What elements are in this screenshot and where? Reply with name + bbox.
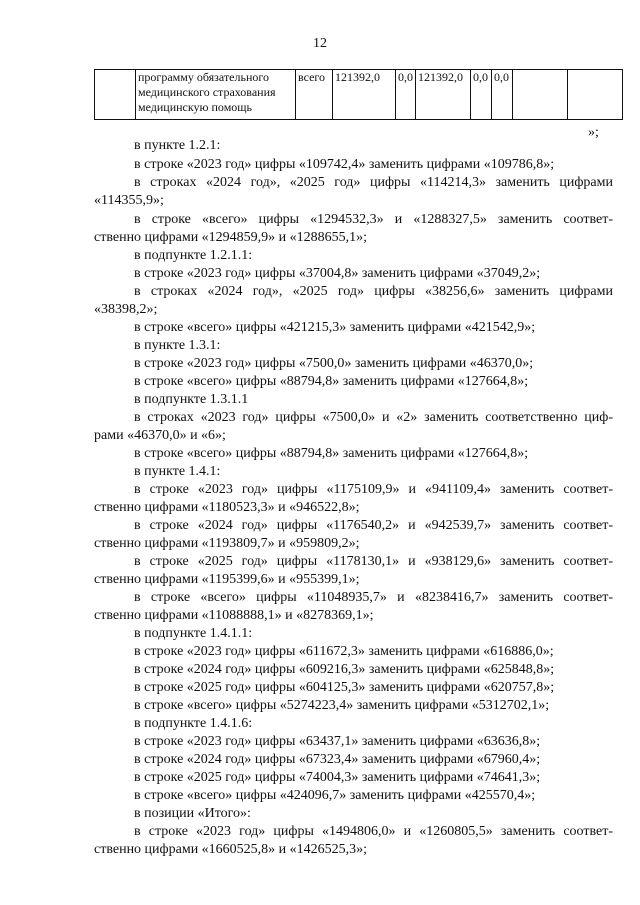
doc-line: ственно цифрами «1195399,6» и «955399,1»; <box>94 572 360 587</box>
doc-line: ственно цифрами «1660525,8» и «1426525,3»; <box>94 842 368 857</box>
name-line: медицинскую помощь <box>138 100 253 114</box>
doc-line: в строке «2025 год» цифры «74004,3» заменить цифрами «74641,3»; <box>134 770 541 785</box>
doc-line: в пункте 1.3.1: <box>134 338 221 353</box>
doc-line: в строке «2023 год» цифры «63437,1» заменить цифрами «63636,8»; <box>134 734 541 749</box>
table-cell-value: 0,0 <box>471 70 492 120</box>
doc-line: в строке «2023 год» цифры «109742,4» заменить цифрами «109786,8»; <box>134 157 555 172</box>
table-row <box>95 70 623 120</box>
table-cell-value: 0,0 <box>492 70 513 120</box>
doc-line: в строке «всего» цифры «1294532,3» и «1288327,5» заменить соответ- <box>134 212 613 227</box>
doc-line: в строке «2023 год» цифры «1175109,9» и «941109,4» заменить соответ- <box>134 482 613 497</box>
table-cell-value: 0,0 <box>396 70 416 120</box>
doc-line: в строке «всего» цифры «88794,8» заменить цифрами «127664,8»; <box>134 446 529 461</box>
doc-line: в строках «2024 год», «2025 год» цифры «38256,6» заменить цифрами <box>134 284 613 299</box>
doc-line: в строке «всего» цифры «11048935,7» и «8238416,7» заменить соответ- <box>134 590 613 605</box>
doc-line: ственно цифрами «1193809,7» и «959809,2»; <box>94 536 360 551</box>
doc-line: в подпункте 1.4.1.6: <box>134 716 253 731</box>
table-cell-label: всего <box>296 70 333 120</box>
table-cell-name <box>136 70 296 120</box>
doc-line: «38398,2»; <box>94 302 158 317</box>
doc-line: в подпункте 1.3.1.1 <box>134 392 249 407</box>
table-cell-number <box>95 70 136 120</box>
doc-line: в строках «2023 год» цифры «7500,0» и «2» заменить соответственно циф- <box>134 410 613 425</box>
page-number: 12 <box>313 36 327 51</box>
doc-line: в строке «всего» цифры «88794,8» заменить цифрами «127664,8»; <box>134 374 529 389</box>
doc-line: в строке «2024 год» цифры «1176540,2» и «942539,7» заменить соответ- <box>134 518 613 533</box>
doc-line: ственно цифрами «1294859,9» и «1288655,1»; <box>94 230 368 245</box>
doc-line: в строке «всего» цифры «424096,7» заменить цифрами «425570,4»; <box>134 788 536 803</box>
doc-line: в строке «2023 год» цифры «611672,3» заменить цифрами «616886,0»; <box>134 644 554 659</box>
doc-line: ственно цифрами «1180523,3» и «946522,8»; <box>94 500 360 515</box>
doc-line: в строке «всего» цифры «5274223,4» заменить цифрами «5312702,1»; <box>134 698 550 713</box>
closing-quote: »; <box>588 125 599 140</box>
doc-line: в подпункте 1.2.1.1: <box>134 248 253 263</box>
doc-line: в строке «2025 год» цифры «604125,3» заменить цифрами «620757,8»; <box>134 680 555 695</box>
doc-line: в позиции «Итого»: <box>134 806 251 821</box>
doc-line: в строке «2024 год» цифры «609216,3» заменить цифрами «625848,8»; <box>134 662 555 677</box>
doc-line: ственно цифрами «11088888,1» и «8278369,1»; <box>94 608 374 623</box>
doc-line: в подпункте 1.4.1.1: <box>134 626 253 641</box>
doc-line: в строке «2024 год» цифры «67323,4» заменить цифрами «67960,4»; <box>134 752 541 767</box>
name-line: медицинского страхования <box>138 85 276 99</box>
budget-table-row <box>94 69 623 120</box>
table-cell-empty <box>513 70 568 120</box>
name-line: программу обязательного <box>138 70 270 84</box>
doc-line: в строке «2023 год» цифры «1494806,0» и «1260805,5» заменить соответ- <box>134 824 613 839</box>
doc-line: «114355,9»; <box>94 193 164 208</box>
table-cell-value: 121392,0 <box>416 70 471 120</box>
doc-line: в пункте 1.4.1: <box>134 464 221 479</box>
doc-line: в строках «2024 год», «2025 год» цифры «114214,3» заменить цифрами <box>134 175 613 190</box>
doc-line: в пункте 1.2.1: <box>134 138 221 153</box>
table-cell-value: 121392,0 <box>333 70 396 120</box>
table-cell-empty <box>568 70 623 120</box>
doc-line: рами «46370,0» и «6»; <box>94 428 226 443</box>
doc-line: в строке «2025 год» цифры «1178130,1» и «938129,6» заменить соответ- <box>134 554 613 569</box>
doc-line: в строке «2023 год» цифры «7500,0» заменить цифрами «46370,0»; <box>134 356 534 371</box>
doc-line: в строке «всего» цифры «421215,3» заменить цифрами «421542,9»; <box>134 320 536 335</box>
doc-line: в строке «2023 год» цифры «37004,8» заменить цифрами «37049,2»; <box>134 266 541 281</box>
